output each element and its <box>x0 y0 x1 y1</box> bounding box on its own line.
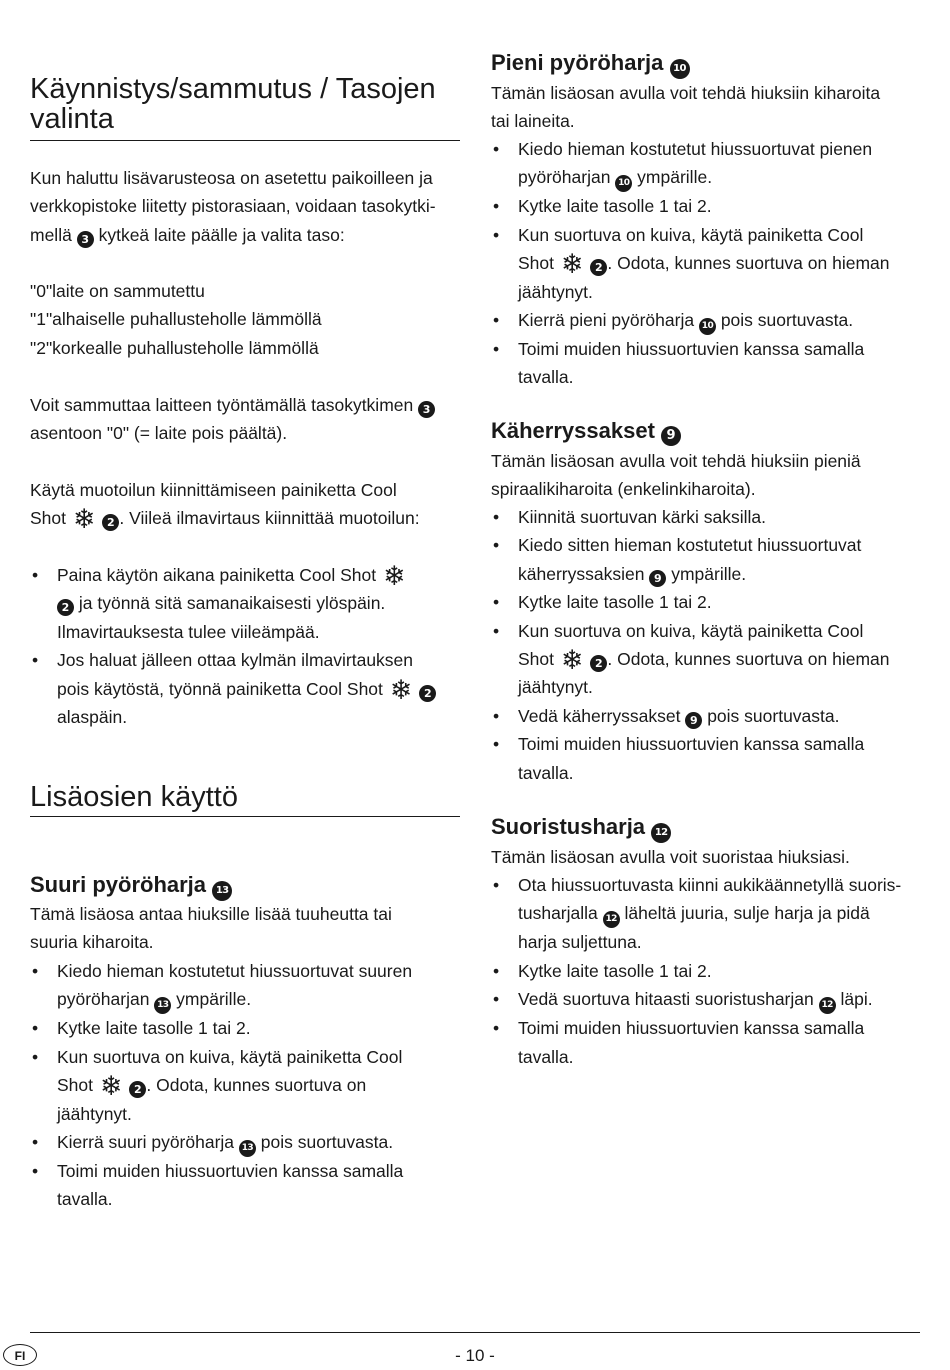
small-brush-number-badge: 10 <box>699 318 716 335</box>
bullet-text: pyöröharjan <box>57 989 150 1010</box>
intro-line: Kun haluttu lisävarusteosa on asetettu paikoilleen ja <box>30 168 433 188</box>
intro-line: verkkopistoke liitetty pistorasiaan, voidaan tasokytki- <box>30 196 436 217</box>
language-badge: FI <box>3 1344 37 1366</box>
bullet-text: pois suortuvasta. <box>720 310 854 331</box>
cool-shot-line: Shot <box>30 508 66 529</box>
section-title-accessories: Lisäosien käyttö <box>30 782 460 817</box>
bullet-text: Kiedo hieman kostutetut hiussuortuvat pienen <box>518 139 873 159</box>
bullet-text: Shot <box>518 649 554 670</box>
curling-tongs-steps <box>491 503 923 787</box>
list-item <box>491 730 923 787</box>
description-line: Tämän lisäosan avulla voit suoristaa hiuksiasi. <box>491 847 850 867</box>
large-brush-steps <box>30 957 460 1214</box>
bullet-text: Paina käytön aikana painiketta Cool Shot <box>57 565 377 585</box>
cool-shot-paragraph <box>30 476 460 536</box>
bullet-text: pois käytöstä, työnnä painiketta Cool Shot <box>57 678 383 699</box>
list-item <box>491 221 923 306</box>
cool-shot-number-badge: 2 <box>590 259 607 276</box>
description-line: Tämän lisäosan avulla voit tehdä hiuksiin pieniä <box>491 451 861 471</box>
straightening-brush-steps <box>491 871 923 1071</box>
list-item <box>491 871 923 957</box>
list-item <box>491 1014 923 1071</box>
heading-text: Suuri pyöröharja <box>30 872 207 897</box>
cool-shot-number-badge: 2 <box>102 514 119 531</box>
bullet-text: Kierrä pieni pyöröharja <box>518 310 695 331</box>
small-brush-description <box>491 79 923 136</box>
intro-paragraph <box>30 164 460 249</box>
list-item <box>491 135 923 192</box>
title-line-1: Käynnistys/sammutus / Tasojen <box>30 73 436 105</box>
list-item <box>30 1157 460 1214</box>
bullet-text: läpi. <box>840 989 873 1010</box>
bullet-text: Kytke laite tasolle 1 tai 2. <box>518 196 712 217</box>
snowflake-icon: ❄ <box>560 645 584 677</box>
bullet-text: Toimi muiden hiussuortuvien kanssa samalla <box>518 339 865 360</box>
curling-tongs-description <box>491 447 923 504</box>
page-number: - 10 - <box>455 1346 495 1365</box>
bullet-text: Vedä suortuva hitaasti suoristusharjan <box>518 989 814 1010</box>
snowflake-icon: ❄ <box>382 561 406 592</box>
list-item <box>491 617 923 702</box>
description-line: tai laineita. <box>491 111 575 132</box>
straightening-brush-description <box>491 843 923 871</box>
bullet-text: Kytke laite tasolle 1 tai 2. <box>57 1018 251 1039</box>
bullet-text: . Odota, kunnes suortuva on hieman <box>607 253 890 274</box>
list-item <box>30 1043 460 1128</box>
bullet-text: Kun suortuva on kuiva, käytä painiketta Cool <box>518 620 864 641</box>
small-brush-number-badge: 10 <box>670 59 690 79</box>
list-item <box>491 588 923 616</box>
bullet-text: . Odota, kunnes suortuva on hieman <box>607 649 890 670</box>
bullet-text: läheltä juuria, sulje harja ja pidä <box>624 903 870 924</box>
title-line-2: valinta <box>30 103 114 135</box>
description-line: Tämän lisäosan avulla voit tehdä hiuksiin kiharoita <box>491 83 881 103</box>
bullet-text: jäähtynyt. <box>518 281 593 302</box>
cool-shot-number-badge: 2 <box>419 685 436 702</box>
straightening-brush-number-badge: 12 <box>603 911 620 928</box>
bullet-text: alaspäin. <box>57 707 128 728</box>
bullet-text: pois suortuvasta. <box>707 705 840 726</box>
bullet-text: käherryssaksien <box>518 563 645 584</box>
large-brush-number-badge: 13 <box>212 881 232 901</box>
snowflake-icon: ❄ <box>99 1071 123 1103</box>
bullet-text: harja suljettuna. <box>518 932 642 953</box>
list-item <box>491 985 923 1014</box>
large-brush-description <box>30 900 460 957</box>
curling-tongs-number-badge: 9 <box>685 712 702 729</box>
power-off-line: Voit sammuttaa laitteen työntämällä tasokytkimen <box>30 395 414 415</box>
small-brush-steps <box>491 135 923 392</box>
bullet-text: Kiinnitä suortuvan kärki saksilla. <box>518 507 767 527</box>
list-item <box>30 957 460 1014</box>
footer-divider <box>30 1332 920 1333</box>
bullet-text: tusharjalla <box>518 903 598 924</box>
curling-tongs-number-badge: 9 <box>649 570 666 587</box>
list-item <box>491 306 923 335</box>
bullet-text: Jos haluat jälleen ottaa kylmän ilmavirtauksen <box>57 650 414 671</box>
heading-straightening-brush <box>491 812 923 843</box>
cool-shot-line: Käytä muotoilun kiinnittämiseen painiketta Cool <box>30 480 397 500</box>
description-line: suuria kiharoita. <box>30 932 154 953</box>
heading-small-round-brush <box>491 48 923 79</box>
intro-line: kytkeä laite päälle ja valita taso: <box>98 224 345 245</box>
cool-shot-number-badge: 2 <box>129 1081 146 1098</box>
bullet-text: Kytke laite tasolle 1 tai 2. <box>518 592 712 613</box>
bullet-text: jäähtynyt. <box>57 1103 132 1124</box>
intro-line: mellä <box>30 224 72 245</box>
bullet-text: Shot <box>518 253 554 274</box>
level-2-text: "2"korkealle puhallusteholle lämmöllä <box>30 337 319 358</box>
snowflake-icon: ❄ <box>389 674 413 706</box>
curling-tongs-number-badge: 9 <box>661 426 681 446</box>
heading-curling-tongs <box>491 416 923 446</box>
straightening-brush-number-badge: 12 <box>651 823 671 843</box>
bullet-text: Kiedo hieman kostutetut hiussuortuvat suuren <box>57 961 413 981</box>
bullet-text: jäähtynyt. <box>518 677 593 698</box>
bullet-text: ympärille. <box>176 989 252 1010</box>
bullet-text: ympärille. <box>637 167 713 188</box>
list-item <box>30 1128 460 1157</box>
list-item <box>491 957 923 985</box>
cool-shot-number-badge: 2 <box>590 655 607 672</box>
bullet-text: Toimi muiden hiussuortuvien kanssa samalla <box>518 1018 865 1039</box>
bullet-text: Kiedo sitten hieman kostutetut hiussuortuvat <box>518 535 862 556</box>
bullet-text: Ota hiussuortuvasta kiinni aukikäännetyllä suoris- <box>518 875 902 895</box>
cool-shot-number-badge: 2 <box>57 599 74 616</box>
bullet-text: tavalla. <box>518 762 574 783</box>
list-item <box>491 702 923 730</box>
bullet-text: . Odota, kunnes suortuva on <box>146 1075 367 1096</box>
description-line: spiraalikiharoita (enkelinkiharoita). <box>491 479 756 500</box>
levels-list <box>30 277 460 362</box>
bullet-text: pois suortuvasta. <box>260 1132 394 1153</box>
straightening-brush-number-badge: 12 <box>819 997 836 1014</box>
heading-text: Pieni pyöröharja <box>491 50 664 75</box>
snowflake-icon: ❄ <box>72 504 96 536</box>
power-off-paragraph <box>30 391 460 448</box>
list-item <box>30 1014 460 1042</box>
snowflake-icon: ❄ <box>560 249 584 281</box>
large-brush-number-badge: 13 <box>239 1140 256 1157</box>
list-item <box>30 646 460 731</box>
bullet-text: Vedä käherryssakset <box>518 705 681 726</box>
level-0-text: "0"laite on sammutettu <box>30 281 205 301</box>
list-item <box>491 192 923 220</box>
bullet-text: Kun suortuva on kuiva, käytä painiketta Cool <box>57 1046 403 1067</box>
bullet-text: tavalla. <box>57 1189 113 1210</box>
level-switch-number-badge: 3 <box>77 231 94 248</box>
bullet-text: Shot <box>57 1075 93 1096</box>
bullet-text: ympärille. <box>671 563 747 584</box>
cool-shot-line: . Viileä ilmavirtaus kiinnittää muotoilun: <box>119 508 420 529</box>
level-1-text: "1"alhaiselle puhallusteholle lämmöllä <box>30 309 322 330</box>
power-off-line: asentoon "0" (= laite pois päältä). <box>30 423 288 444</box>
heading-text: Suoristusharja <box>491 814 646 839</box>
list-item <box>30 561 460 646</box>
section-title-power <box>30 74 460 141</box>
list-item <box>491 531 923 588</box>
bullet-text: Toimi muiden hiussuortuvien kanssa samalla <box>57 1161 404 1182</box>
bullet-text: Ilmavirtauksesta tulee viileämpää. <box>57 621 320 642</box>
level-switch-number-badge: 3 <box>418 401 435 418</box>
list-item <box>491 335 923 392</box>
bullet-text: tavalla. <box>518 367 574 388</box>
bullet-text: tavalla. <box>518 1046 574 1067</box>
bullet-text: Toimi muiden hiussuortuvien kanssa samalla <box>518 734 865 755</box>
bullet-text: Kun suortuva on kuiva, käytä painiketta Cool <box>518 224 864 245</box>
list-item <box>491 503 923 531</box>
bullet-text: Kytke laite tasolle 1 tai 2. <box>518 960 712 981</box>
small-brush-number-badge: 10 <box>615 175 632 192</box>
large-brush-number-badge: 13 <box>154 997 171 1014</box>
cool-shot-bullets <box>30 561 460 731</box>
bullet-text: Kierrä suuri pyöröharja <box>57 1132 235 1153</box>
bullet-text: ja työnnä sitä samanaikaisesti ylöspäin. <box>78 593 386 614</box>
bullet-text: pyöröharjan <box>518 167 611 188</box>
heading-large-round-brush <box>30 870 460 901</box>
heading-text: Käherryssakset <box>491 418 655 443</box>
description-line: Tämä lisäosa antaa hiuksille lisää tuuheutta tai <box>30 904 392 924</box>
